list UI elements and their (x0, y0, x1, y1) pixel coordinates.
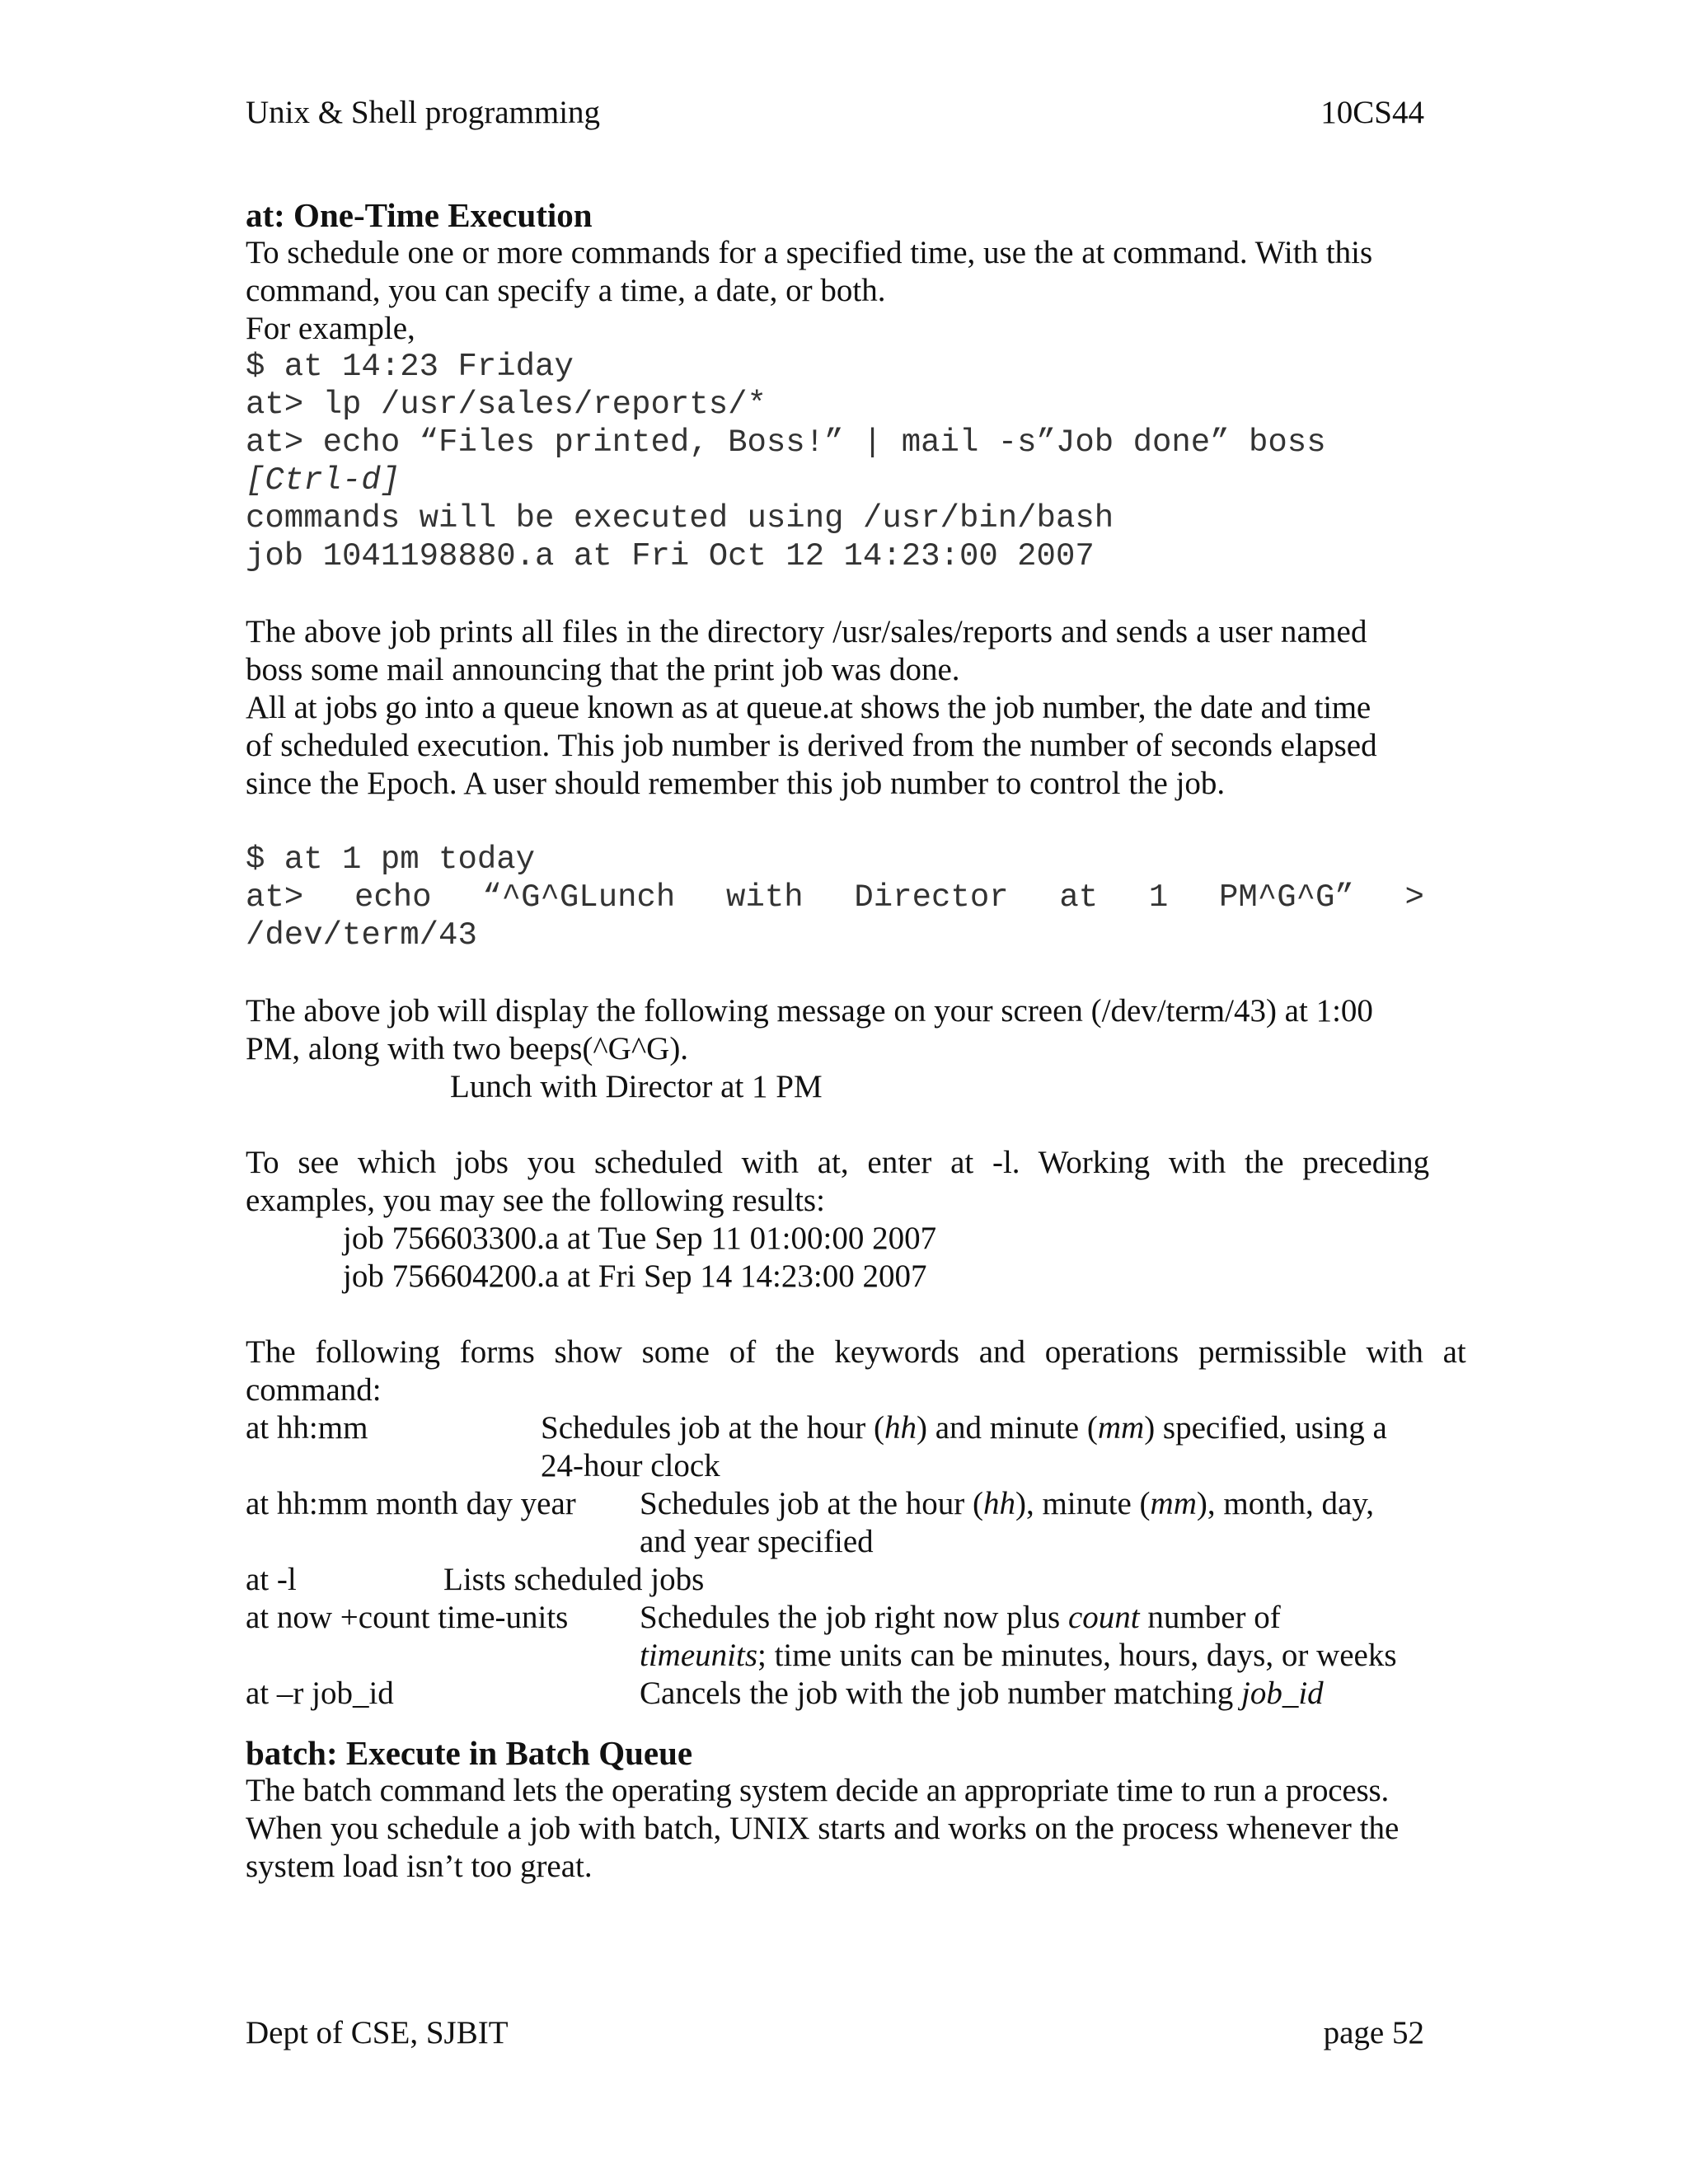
form-description: Schedules job at the hour (hh) and minute (mm) specified, using a (541, 1410, 1387, 1446)
intro-line-1 (246, 234, 1424, 272)
form-row-hhmm-cont (246, 1447, 1424, 1485)
form-description: Schedules the job right now plus count number of (640, 1600, 1281, 1635)
job-list-item: job 756604200.a at Fri Sep 14 14:23:00 2007 (343, 1258, 927, 1294)
page-footer (246, 2014, 1424, 2052)
form-row-date-cont (246, 1523, 1424, 1561)
code-block-1 (246, 348, 1424, 575)
para-line: system load isn’t too great. (246, 1849, 593, 1884)
code-word: Director (854, 879, 1009, 916)
form-description: timeunits; time units can be minutes, hours, days, or weeks (640, 1638, 1397, 1673)
page-body (246, 196, 1466, 1886)
page-header (246, 94, 1424, 132)
code-word: 1 (1148, 879, 1169, 916)
para-line: The batch command lets the operating system decide an appropriate time to run a process. (246, 1773, 1390, 1808)
jobs-paragraph (246, 1144, 1430, 1296)
form-row-now (246, 1599, 1424, 1637)
spacer (246, 575, 1424, 613)
para-line: The following forms show some of the keywords and operations permissible with at (246, 1334, 1466, 1370)
code-word: at> (246, 879, 304, 916)
form-row-hhmm (246, 1409, 1424, 1447)
footer-page-number: page 52 (1323, 2015, 1424, 2050)
forms-table (246, 1409, 1424, 1713)
code-line: /dev/term/43 (246, 917, 477, 954)
form-description: Schedules job at the hour (hh), minute (mm), month, day, (640, 1486, 1375, 1521)
para-line: To see which jobs you scheduled with at, enter at -l. Working with the preceding (246, 1145, 1430, 1180)
form-description: and year specified (640, 1524, 874, 1559)
message-text: Lunch with Director at 1 PM (450, 1069, 823, 1104)
code-line: $ at 1 pm today (246, 841, 536, 878)
code-block-2 (246, 841, 1424, 954)
code-word: with (726, 879, 804, 916)
code-line: at> lp /usr/sales/reports/* (246, 387, 767, 423)
intro-line-2: command, you can specify a time, a date, or both. (246, 273, 886, 308)
document-page (246, 0, 1466, 2184)
para-line: The above job will display the following message on your screen (/dev/term/43) at 1:00 (246, 993, 1373, 1029)
spacer (246, 803, 1424, 841)
form-row-now-cont (246, 1637, 1424, 1675)
code-word: “^G^GLunch (482, 879, 676, 916)
form-description: 24-hour clock (541, 1448, 720, 1483)
intro-line-3: For example, (246, 311, 415, 346)
explanation-paragraph (246, 613, 1424, 803)
display-paragraph (246, 992, 1424, 1106)
section-heading-batch: batch: Execute in Batch Queue (246, 1734, 693, 1772)
form-keyword: at hh:mm (246, 1410, 368, 1446)
para-line: examples, you may see the following results: (246, 1183, 825, 1218)
intro-paragraph (246, 234, 1424, 348)
form-keyword: at hh:mm month day year (246, 1486, 576, 1521)
intro-line-1-text: To schedule one or more commands for a specified time, use the at command. With this (246, 235, 1373, 270)
spacer (246, 1296, 1424, 1333)
code-word: at (1059, 879, 1099, 916)
para-line: All at jobs go into a queue known as at queue.at shows the job number, the date and time (246, 690, 1371, 725)
spacer (246, 954, 1424, 992)
section-heading-at: at: One-Time Execution (246, 196, 593, 234)
code-line-justified (246, 879, 1424, 916)
header-title: Unix & Shell programming (246, 95, 601, 130)
header-course-code: 10CS44 (1320, 95, 1424, 130)
code-line: at> echo “Files printed, Boss!” | mail -s”Job done” boss (246, 424, 1326, 461)
para-line: PM, along with two beeps(^G^G). (246, 1031, 689, 1066)
form-keyword: at –r job_id (246, 1675, 394, 1711)
para-line: since the Epoch. A user should remember this job number to control the job. (246, 766, 1226, 801)
code-word: PM^G^G” (1219, 879, 1354, 916)
batch-paragraph (246, 1772, 1424, 1886)
form-description: Lists scheduled jobs (443, 1562, 705, 1597)
code-word: echo (354, 879, 432, 916)
code-word: > (1404, 879, 1424, 916)
code-line: job 1041198880.a at Fri Oct 12 14:23:00 2007 (246, 538, 1095, 574)
form-row-list (246, 1561, 1424, 1599)
para-line: command: (246, 1372, 382, 1408)
code-line: commands will be executed using /usr/bin/bash (246, 500, 1114, 537)
para-line: The above job prints all files in the directory /usr/sales/reports and sends a user named (246, 614, 1367, 649)
form-description: Cancels the job with the job number matching job_id (640, 1675, 1324, 1711)
code-line: $ at 14:23 Friday (246, 349, 574, 385)
spacer (246, 1106, 1424, 1144)
forms-paragraph (246, 1333, 1466, 1409)
para-line: of scheduled execution. This job number is derived from the number of seconds elapsed (246, 728, 1377, 763)
code-line: [Ctrl-d] (246, 462, 401, 499)
spacer (246, 1713, 1424, 1734)
para-line: When you schedule a job with batch, UNIX starts and works on the process whenever the (246, 1811, 1400, 1846)
form-keyword: at -l (246, 1562, 297, 1597)
footer-department: Dept of CSE, SJBIT (246, 2015, 509, 2050)
para-line: boss some mail announcing that the print job was done. (246, 652, 960, 687)
form-row-date (246, 1485, 1424, 1523)
form-keyword: at now +count time-units (246, 1600, 569, 1635)
form-row-remove (246, 1675, 1424, 1713)
job-list-item: job 756603300.a at Tue Sep 11 01:00:00 2007 (343, 1221, 937, 1256)
